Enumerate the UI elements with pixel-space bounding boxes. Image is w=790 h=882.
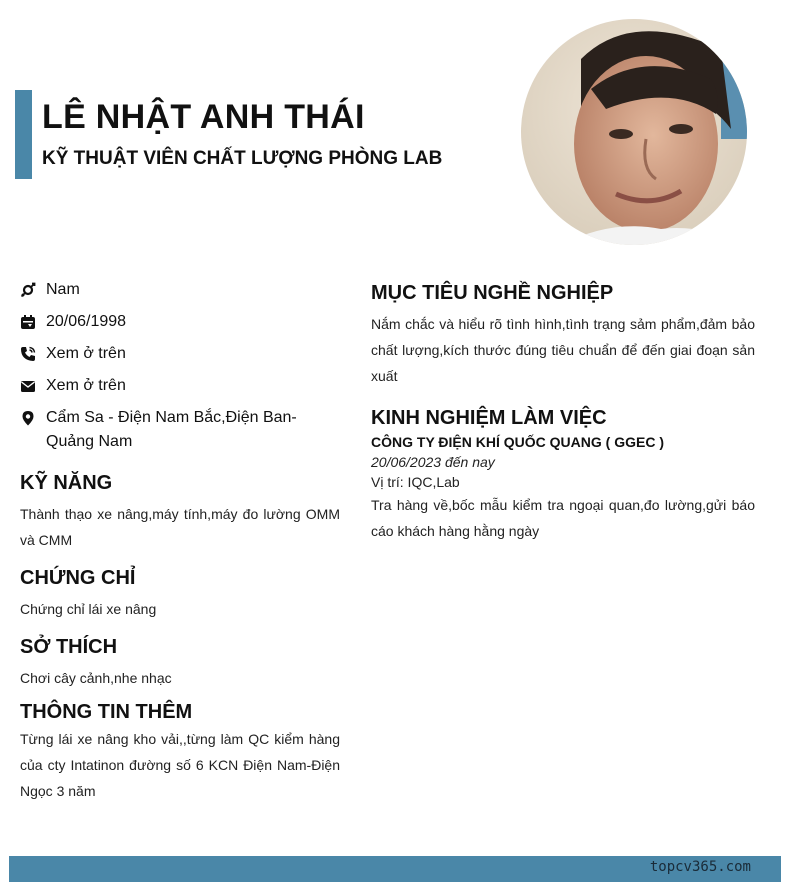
birthday-value: 20/06/1998 [46, 313, 127, 330]
footer-site: topcv365.com [649, 859, 751, 875]
email-icon [20, 378, 36, 394]
address-row [20, 406, 340, 454]
name-accent-bar [15, 90, 32, 179]
objective-text: Nắm chắc và hiểu rõ tình hình,tình trạng sảm phẩm,đảm bảo chất lượng,kích thước đúng tiêu chuẩn để đến giai đoạn sản xuất [371, 316, 755, 384]
experience-position: Vị trí: IQC,Lab [371, 474, 460, 490]
skills-title: KỸ NĂNG [20, 472, 113, 494]
extra-title: THÔNG TIN THÊM [20, 701, 193, 723]
hobbies-title: SỞ THÍCH [20, 636, 118, 658]
gender-row [20, 278, 340, 302]
email-row [20, 374, 340, 398]
experience-description: Tra hàng về,bốc mẫu kiểm tra ngoại quan,đo lường,gửi báo cáo khách hàng hằng ngày [371, 497, 755, 539]
phone-icon [20, 346, 36, 362]
skills-text: Thành thạo xe nâng,máy tính,máy đo lường OMM và CMM [20, 506, 340, 548]
experience-company: CÔNG TY ĐIỆN KHÍ QUỐC QUANG ( GGEC ) [371, 434, 664, 450]
certificates-title: CHỨNG CHỈ [20, 567, 136, 589]
phone-value: Xem ở trên [46, 345, 126, 362]
avatar [521, 19, 747, 245]
email-value: Xem ở trên [46, 377, 126, 394]
footer-bar [9, 856, 781, 882]
candidate-name: LÊ NHẬT ANH THÁI [42, 98, 365, 136]
objective-section [371, 282, 755, 389]
calendar-icon [20, 314, 36, 330]
experience-period: 20/06/2023 đến nay [371, 454, 495, 470]
extra-text: Từng lái xe nâng kho vải,,từng làm QC kiểm hàng của cty Intatinon đường số 6 KCN Điện Nam-Điện Ngọc 3 năm [20, 731, 340, 799]
right-column [371, 282, 755, 544]
location-icon [20, 410, 36, 426]
address-value: Cẩm Sa - Điện Nam Bắc,Điện Ban-Quảng Nam [46, 409, 297, 450]
extra-section [20, 701, 340, 804]
gender-value: Nam [46, 281, 80, 298]
avatar-photo [521, 19, 747, 245]
gender-icon [20, 282, 36, 298]
hobbies-text: Chơi cây cảnh,nhe nhạc [20, 670, 172, 686]
certificates-text: Chứng chỉ lái xe nâng [20, 601, 157, 617]
experience-title: KINH NGHIỆM LÀM VIỆC [371, 407, 607, 429]
left-column [20, 278, 340, 804]
experience-section [371, 407, 755, 544]
hobbies-section [20, 636, 340, 691]
objective-title: MỤC TIÊU NGHỀ NGHIỆP [371, 282, 614, 304]
phone-row [20, 342, 340, 366]
birthday-row [20, 310, 340, 334]
skills-section [20, 472, 340, 553]
certificates-section [20, 567, 340, 622]
job-title: KỸ THUẬT VIÊN CHẤT LƯỢNG PHÒNG LAB [42, 148, 443, 169]
